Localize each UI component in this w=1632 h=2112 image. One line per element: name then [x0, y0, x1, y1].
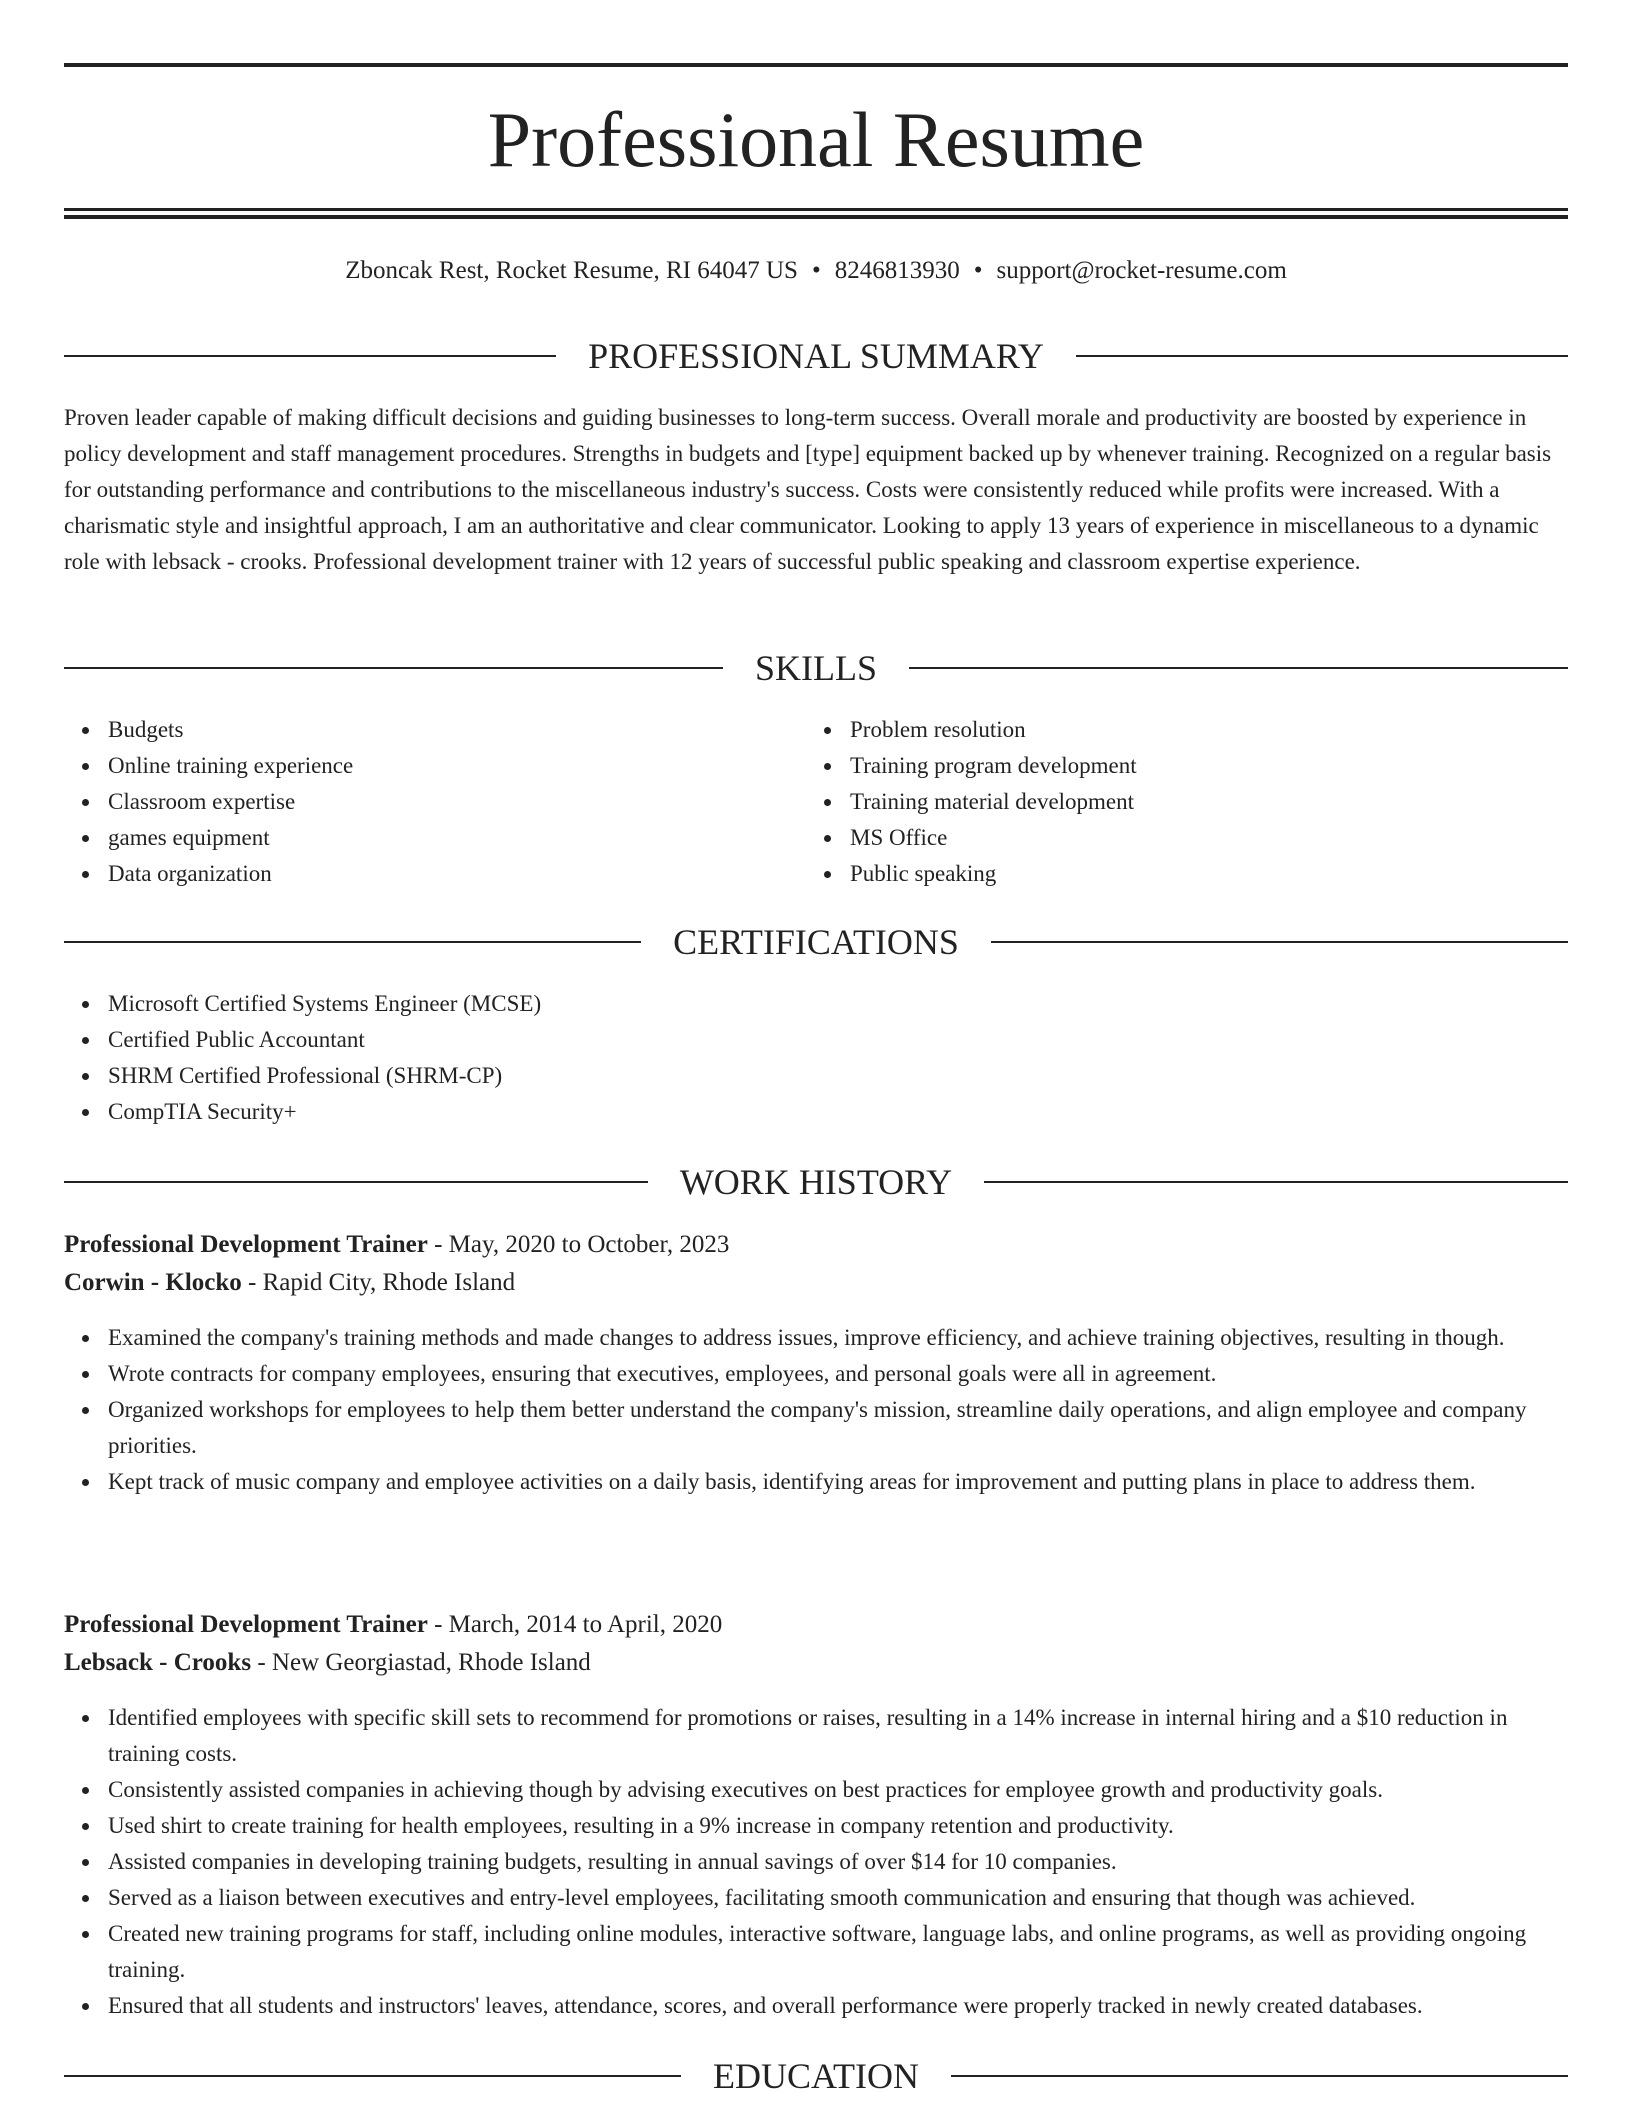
list-item: MS Office — [850, 820, 1546, 856]
job-title: Professional Development Trainer — [64, 1611, 428, 1638]
section-heading-certifications — [64, 920, 1568, 964]
section-heading-skills — [64, 646, 1568, 690]
section-heading-summary — [64, 334, 1568, 378]
list-item: Training material development — [850, 784, 1546, 820]
job-company: Corwin - Klocko — [64, 1269, 242, 1296]
list-item: Kept track of music company and employee activities on a daily basis, identifying areas for improvement and putting plans in place to address them. — [108, 1464, 1568, 1500]
list-item: games equipment — [108, 820, 804, 856]
list-item: Created new training programs for staff, including online modules, interactive software, language labs, and online programs, as well as providing ongoing training. — [108, 1916, 1568, 1988]
job-bullet-list — [64, 1320, 1568, 1500]
job-title-line — [64, 1226, 1568, 1264]
divider — [64, 355, 556, 357]
list-item: Consistently assisted companies in achieving though by advising executives on best practices for employee growth and productivity goals. — [108, 1772, 1568, 1808]
list-item: Training program development — [850, 748, 1546, 784]
skills-column-right — [806, 712, 1546, 892]
contact-phone: 8246813930 — [834, 257, 960, 284]
list-item: Data organization — [108, 856, 804, 892]
job-location: - Rapid City, Rhode Island — [241, 1269, 516, 1296]
section-title-skills: SKILLS — [755, 648, 878, 688]
job-bullets — [64, 1320, 1568, 1500]
divider — [64, 941, 641, 943]
contact-separator: • — [811, 257, 821, 284]
job-title: Professional Development Trainer — [64, 1231, 428, 1258]
contact-separator: • — [973, 257, 983, 284]
job-company-line — [64, 1644, 1568, 1682]
divider — [984, 1181, 1568, 1183]
contact-line — [64, 254, 1568, 288]
list-item: Examined the company's training methods and made changes to address issues, improve efficiency, and achieve training objectives, resulting in though. — [108, 1320, 1568, 1356]
job-bullets — [64, 1700, 1568, 2024]
list-item: SHRM Certified Professional (SHRM-CP) — [108, 1058, 1568, 1094]
divider — [909, 667, 1568, 669]
contact-address: Zboncak Rest, Rocket Resume, RI 64047 US — [345, 257, 798, 284]
certifications-block — [64, 986, 1568, 1130]
list-item: Used shirt to create training for health employees, resulting in a 9% increase in company retention and productivity. — [108, 1808, 1568, 1844]
page-title: Professional Resume — [487, 96, 1145, 183]
section-title-certifications: CERTIFICATIONS — [673, 922, 959, 962]
list-item: Ensured that all students and instructors' leaves, attendance, scores, and overall performance were properly tracked in newly created databases. — [108, 1988, 1568, 2024]
skills-list-right — [806, 712, 1546, 892]
skills-column-left — [64, 712, 804, 892]
job-title-line — [64, 1606, 1568, 1644]
section-heading-work-history — [64, 1160, 1568, 1204]
list-item: Online training experience — [108, 748, 804, 784]
job-bullet-list — [64, 1700, 1568, 2024]
job-dates: - May, 2020 to October, 2023 — [427, 1231, 730, 1258]
certifications-list — [64, 986, 1568, 1130]
list-item: Problem resolution — [850, 712, 1546, 748]
title-rule-lower — [64, 215, 1568, 219]
divider — [991, 941, 1568, 943]
list-item: Served as a liaison between executives and entry-level employees, facilitating smooth communication and ensuring that though was achieved. — [108, 1880, 1568, 1916]
job-company-line — [64, 1264, 1568, 1302]
top-rule — [64, 63, 1568, 67]
list-item: Classroom expertise — [108, 784, 804, 820]
summary-text: Proven leader capable of making difficult decisions and guiding businesses to long-term success. Overall morale and productivity are boosted by experience in policy development and staff management procedures. Strengths in budgets and [type] equipment backed up by whenever training. Recognized on a regular basis for outstanding performance and contributions to the miscellaneous industry's success. Costs were consistently reduced while profits were increased. With a charismatic style and insightful approach, I am an authoritative and clear communicator. Looking to apply 13 years of experience in miscellaneous to a dynamic role with lebsack - crooks. Professional development trainer with 12 years of successful public speaking and classroom expertise experience. — [64, 405, 1552, 574]
section-title-work-history: WORK HISTORY — [679, 1162, 953, 1202]
list-item: Assisted companies in developing training budgets, resulting in annual savings of over $14 for 10 companies. — [108, 1844, 1568, 1880]
divider — [64, 667, 723, 669]
skills-list-left — [64, 712, 804, 892]
list-item: Organized workshops for employees to help them better understand the company's mission, streamline daily operations, and align employee and company priorities. — [108, 1392, 1568, 1464]
job-location: - New Georgiastad, Rhode Island — [251, 1649, 591, 1676]
section-title-summary: PROFESSIONAL SUMMARY — [588, 336, 1044, 376]
list-item: Public speaking — [850, 856, 1546, 892]
list-item: CompTIA Security+ — [108, 1094, 1568, 1130]
divider — [951, 2075, 1568, 2077]
contact-email: support@rocket-resume.com — [996, 257, 1287, 284]
list-item: Wrote contracts for company employees, ensuring that executives, employees, and personal goals were all in agreement. — [108, 1356, 1568, 1392]
section-title-education: EDUCATION — [713, 2056, 919, 2096]
list-item: Certified Public Accountant — [108, 1022, 1568, 1058]
divider — [64, 2075, 681, 2077]
title-rule-upper — [64, 208, 1568, 211]
divider — [64, 1181, 648, 1183]
job-dates: - March, 2014 to April, 2020 — [427, 1611, 723, 1638]
divider — [1076, 355, 1568, 357]
list-item: Budgets — [108, 712, 804, 748]
job-company: Lebsack - Crooks — [64, 1649, 252, 1676]
list-item: Microsoft Certified Systems Engineer (MCSE) — [108, 986, 1568, 1022]
list-item: Identified employees with specific skill sets to recommend for promotions or raises, resulting in a 14% increase in internal hiring and a $10 reduction in training costs. — [108, 1700, 1568, 1772]
section-heading-education — [64, 2054, 1568, 2098]
